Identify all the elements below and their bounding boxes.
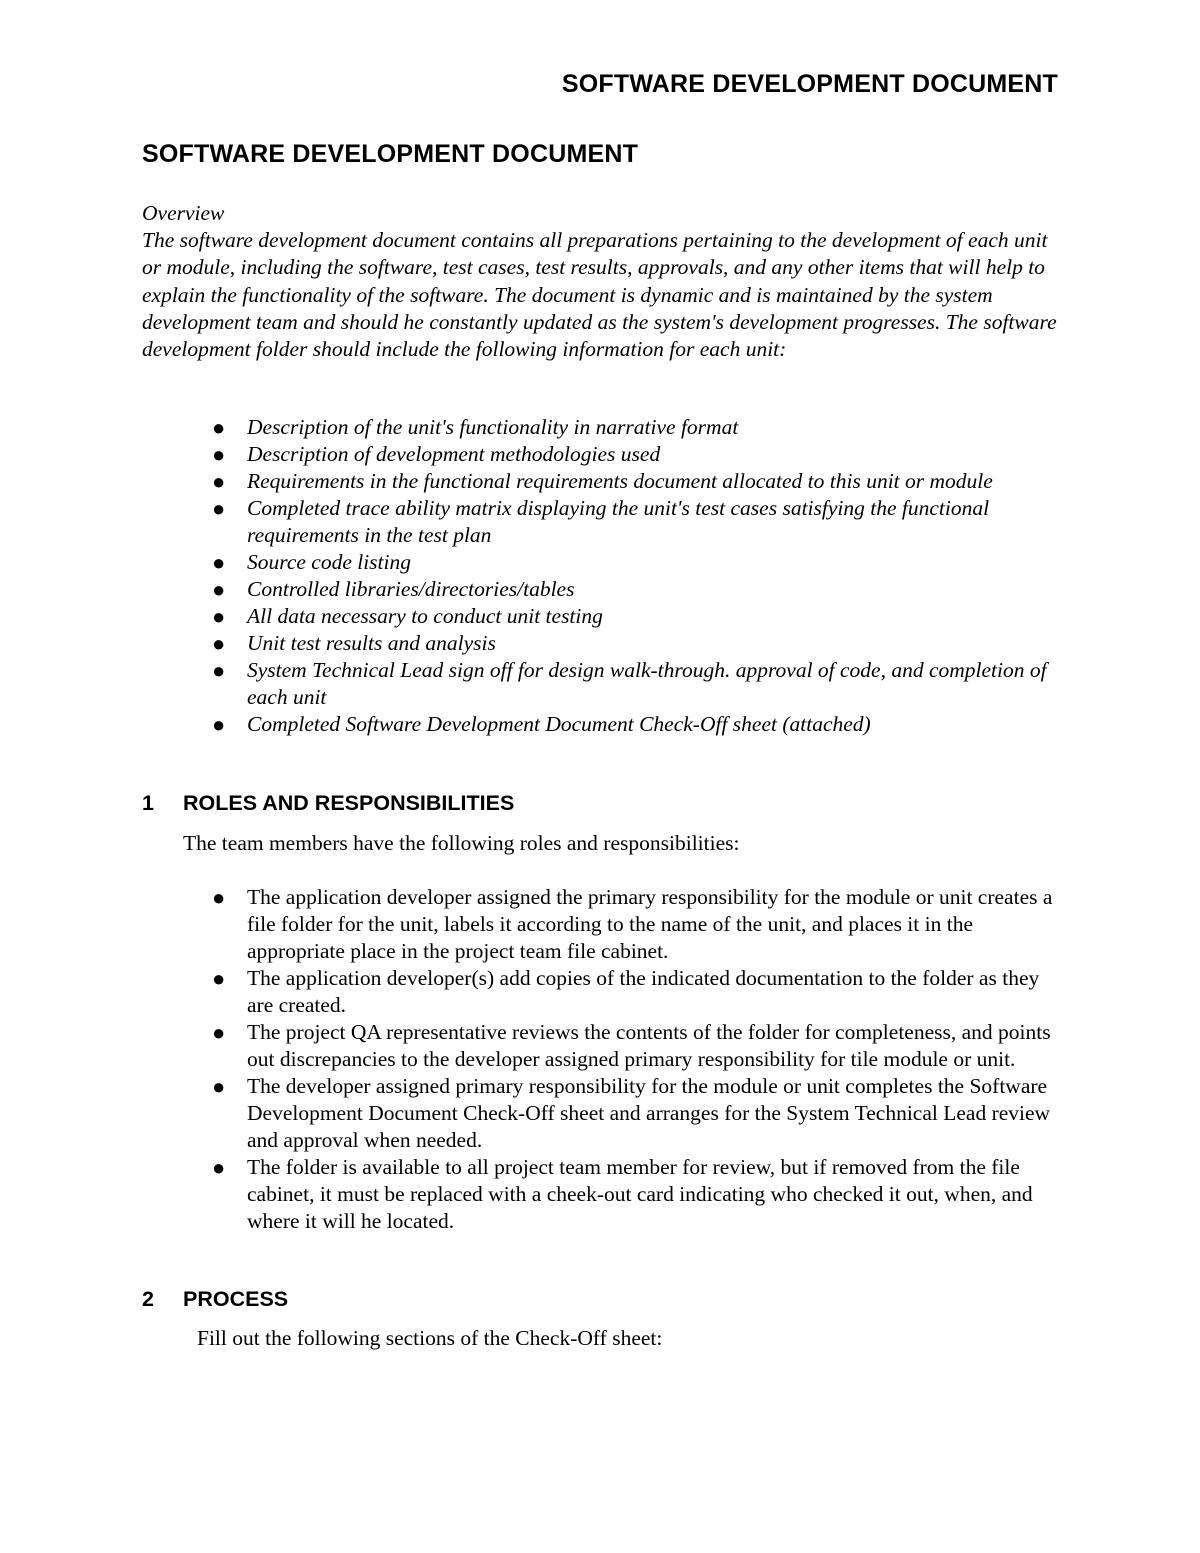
list-item-text: All data necessary to conduct unit testing — [247, 604, 603, 628]
list-item — [142, 711, 1062, 738]
overview-text: The software development document contains all preparations pertaining to the development of each unit or module, including the software, test cases, test results, approvals, and any other items that will help to explain the functionality of the software. The document is dynamic and is maintained by the system development team and should he constantly updated as the system's development progresses. The software development folder should include the following information for each unit: — [142, 228, 1057, 362]
bullet-icon: ● — [212, 966, 226, 991]
bullet-icon: ● — [212, 658, 226, 683]
bullet-icon: ● — [212, 712, 226, 737]
responsibilities-list — [142, 884, 1062, 1235]
list-item — [142, 1073, 1062, 1154]
list-item — [142, 414, 1062, 441]
running-header: SOFTWARE DEVELOPMENT DOCUMENT — [561, 70, 1058, 98]
section-title: PROCESS — [183, 1287, 289, 1311]
bullet-icon: ● — [212, 604, 226, 629]
bullet-icon: ● — [212, 577, 226, 602]
list-item-text: Completed trace ability matrix displaying the unit's test cases satisfying the functional requirements in the test plan — [247, 496, 990, 547]
list-item-text: The application developer assigned the primary responsibility for the module or unit creates a file folder for the unit, labels it according to the name of the unit, and places it in the appropriate place in the project team file cabinet. — [247, 885, 1053, 963]
folder-contents-list — [142, 414, 1062, 738]
list-item — [142, 1019, 1062, 1073]
list-item — [142, 495, 1062, 549]
bullet-icon: ● — [212, 1074, 226, 1099]
overview-section — [142, 200, 1062, 363]
bullet-icon: ● — [212, 631, 226, 656]
list-item — [142, 468, 1062, 495]
list-item — [142, 630, 1062, 657]
section-title: ROLES AND RESPONSIBILITIES — [183, 791, 515, 815]
section-number: 1 — [142, 791, 154, 815]
list-item-text: Unit test results and analysis — [247, 631, 496, 655]
bullet-icon: ● — [212, 1020, 226, 1045]
bullet-icon: ● — [212, 442, 226, 467]
section-heading-process — [142, 1287, 288, 1312]
bullet-icon: ● — [212, 1155, 226, 1180]
list-item — [142, 965, 1062, 1019]
bullet-icon: ● — [212, 885, 226, 910]
document-title: SOFTWARE DEVELOPMENT DOCUMENT — [142, 140, 639, 168]
list-item — [142, 549, 1062, 576]
list-item-text: Completed Software Development Document Check-Off sheet (attached) — [247, 712, 871, 736]
bullet-icon: ● — [212, 550, 226, 575]
section-number: 2 — [142, 1287, 154, 1311]
bullet-icon: ● — [212, 496, 226, 521]
list-item — [142, 657, 1062, 711]
list-item-text: System Technical Lead sign off for design walk-through. approval of code, and completion of each unit — [247, 658, 1047, 709]
list-item — [142, 576, 1062, 603]
section-heading-roles — [142, 791, 514, 816]
list-item-text: Requirements in the functional requirements document allocated to this unit or module — [247, 469, 993, 493]
list-item-text: The developer assigned primary responsibility for the module or unit completes the Software Development Document Check-Off sheet and arranges for the System Technical Lead review and approval when needed. — [247, 1074, 1051, 1152]
list-item-text: Description of development methodologies used — [247, 442, 661, 466]
bullet-icon: ● — [212, 415, 226, 440]
list-item-text: Source code listing — [247, 550, 412, 574]
list-item — [142, 884, 1062, 965]
list-item-text: The project QA representative reviews the contents of the folder for completeness, and points out discrepancies to the developer assigned primary responsibility for tile module or unit. — [247, 1020, 1051, 1071]
overview-label: Overview — [142, 201, 225, 225]
list-item-text: The folder is available to all project team member for review, but if removed from the file cabinet, it must be replaced with a cheek-out card indicating who checked it out, when, and where it will he located. — [247, 1155, 1033, 1233]
list-item — [142, 441, 1062, 468]
list-item — [142, 1154, 1062, 1235]
list-item — [142, 603, 1062, 630]
list-item-text: Controlled libraries/directories/tables — [247, 577, 575, 601]
bullet-icon: ● — [212, 469, 226, 494]
list-item-text: Description of the unit's functionality in narrative format — [247, 415, 739, 439]
process-intro: Fill out the following sections of the Check-Off sheet: — [197, 1326, 663, 1350]
roles-intro: The team members have the following roles and responsibilities: — [183, 831, 740, 855]
list-item-text: The application developer(s) add copies of the indicated documentation to the folder as they are created. — [247, 966, 1040, 1017]
